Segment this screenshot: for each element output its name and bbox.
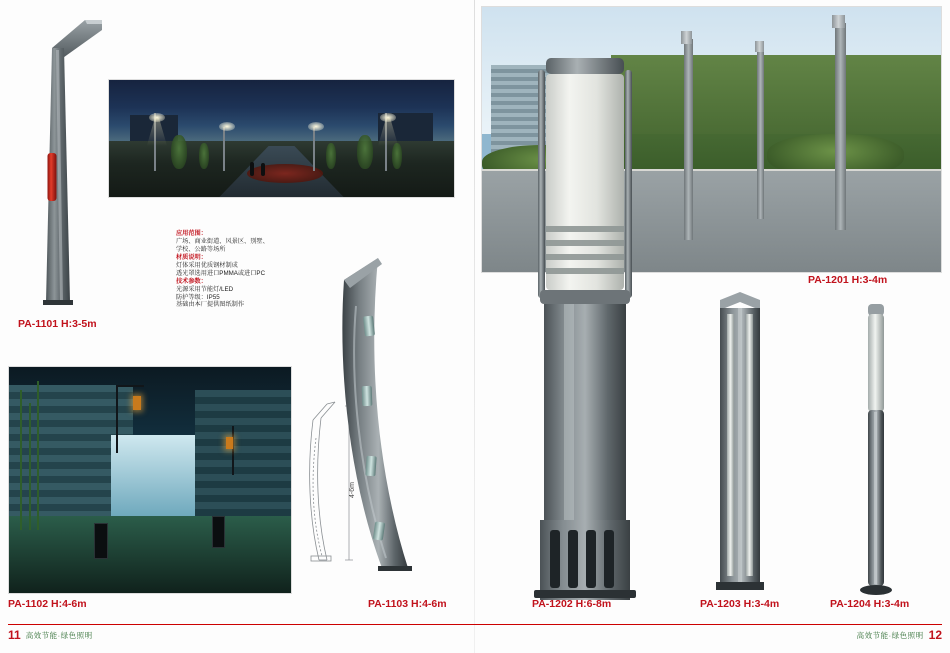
product-label-pa-1204: PA-1204 H:3-4m (830, 598, 910, 610)
footer-slogan-right: 高效节能·绿色照明 (856, 630, 924, 640)
photo-night-plaza (8, 366, 292, 594)
spec-scope-title: 应用范围： (176, 230, 207, 237)
product-image-pa-1101 (30, 8, 102, 308)
footer-left (8, 628, 93, 642)
product-label-pa-1102: PA-1102 H:4-6m (8, 598, 87, 610)
product-image-pa-1203 (712, 288, 768, 600)
photo-night-street (108, 79, 455, 198)
dimension-label: 4-6m (349, 482, 356, 498)
product-label-pa-1101: PA-1101 H:3-5m (18, 318, 97, 330)
product-image-pa-1103 (338, 246, 422, 576)
spec-tech-line-1: 光源采用节能灯/LED (176, 285, 234, 293)
product-image-pa-1204 (856, 300, 896, 600)
footer-divider (8, 624, 942, 625)
page-number-left: 11 (8, 628, 21, 642)
spec-tech-line-3: 基础由本厂提供图纸制作 (176, 301, 245, 309)
spec-scope-line-2: 学校、公路等场所 (176, 245, 226, 253)
footer-right (857, 628, 942, 642)
product-image-pa-1202 (520, 30, 650, 600)
spec-material-title: 材质说明： (176, 253, 207, 261)
product-label-pa-1103: PA-1103 H:4-6m (368, 598, 447, 610)
product-label-pa-1202: PA-1202 H:6-8m (532, 598, 612, 610)
spec-material-line-2: 透光罩选用进口PMMA或进口PC (176, 269, 266, 277)
product-label-pa-1201: PA-1201 H:3-4m (808, 274, 888, 286)
spec-scope-line-1: 广场、商业街道、风景区、别墅、 (176, 237, 269, 245)
spec-tech-line-2: 防护等级：IP55 (176, 293, 220, 301)
spec-tech-title: 技术参数： (176, 277, 207, 285)
spec-material-line-1: 灯体采用优质钢材制成 (176, 261, 238, 269)
footer-slogan-left: 高效节能·绿色照明 (25, 630, 93, 640)
product-label-pa-1203: PA-1203 H:3-4m (700, 598, 780, 610)
page-fold-divider (474, 0, 475, 653)
page-number-right: 12 (928, 628, 942, 642)
spec-text-block (176, 230, 296, 309)
